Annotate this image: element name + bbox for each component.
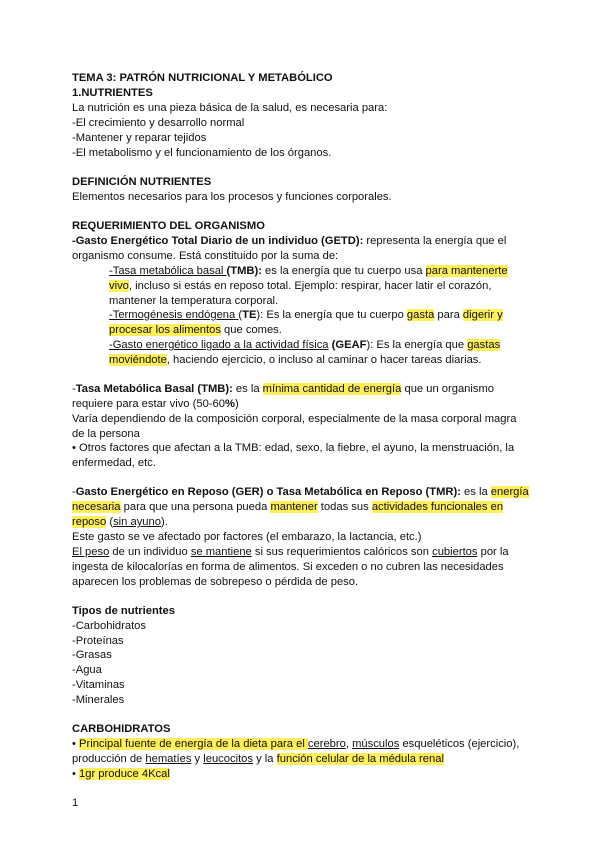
section-heading-carbohidratos: CARBOHIDRATOS [72, 723, 171, 735]
paragraph-ger: reposo (sin ayuno). [72, 516, 168, 528]
bullet-item: enfermedad, etc. [72, 457, 156, 469]
paragraph: La nutrición es una pieza básica de la salud, es necesaria para: [72, 102, 388, 114]
list-item: -El crecimiento y desarrollo normal [72, 117, 245, 129]
paragraph-tmb: -Tasa Metabólica Basal (TMB): es la mínima cantidad de energía que un organismo [72, 383, 495, 395]
paragraph-tmb: Varía dependiendo de la composición corporal, especialmente de la masa corporal magra [72, 413, 517, 425]
bullet-item: producción de hematíes y leucocitos y la función celular de la médula renal [72, 753, 444, 765]
bullet-item: • Principal fuente de energía de la dieta para el cerebro, músculos esqueléticos (ejercicio), [72, 738, 520, 750]
page-number: 1 [72, 797, 79, 809]
list-item-te: procesar los alimentos que comes. [109, 324, 282, 336]
list-item-geaf: moviéndote, haciendo ejercicio, o incluso al caminar o hacer tareas diarias. [109, 354, 482, 366]
section-heading-nutrientes: 1.NUTRIENTES [72, 87, 153, 99]
section-heading-definicion: DEFINICIÓN NUTRIENTES [72, 176, 212, 188]
paragraph-tmb: requiere para estar vivo (50-60%) [72, 398, 239, 410]
list-item-te: -Termogénesis endógena (TE): Es la energía que tu cuerpo gasta para digerir y [109, 309, 503, 321]
section-heading-tipos: Tipos de nutrientes [72, 605, 175, 617]
list-item: -Agua [72, 664, 102, 676]
section-heading-requerimiento: REQUERIMIENTO DEL ORGANISMO [72, 220, 265, 232]
bullet-item: • 1gr produce 4Kcal [72, 768, 170, 780]
paragraph-ger: necesaria para que una persona pueda mantener todas sus actividades funcionales en [72, 501, 504, 513]
list-item-tmb: -Tasa metabólica basal (TMB): es la energía que tu cuerpo usa para mantenerte [109, 265, 508, 277]
list-item-tmb: vivo, incluso si estás en reposo total. Ejemplo: respirar, hacer latir el corazón, [109, 280, 492, 292]
list-item: -Vitaminas [72, 679, 125, 691]
list-item: -Grasas [72, 649, 112, 661]
bullet-item: • Otros factores que afectan a la TMB: edad, sexo, la fiebre, el ayuno, la menstruación, la [72, 442, 515, 454]
list-item: -Carbohidratos [72, 620, 146, 632]
list-item: -Minerales [72, 694, 125, 706]
list-item-tmb: mantener la temperatura corporal. [109, 295, 279, 307]
document-title: TEMA 3: PATRÓN NUTRICIONAL Y METABÓLICO [72, 72, 333, 84]
list-item: -El metabolismo y el funcionamiento de los órganos. [72, 147, 332, 159]
list-item: -Mantener y reparar tejidos [72, 132, 207, 144]
paragraph-ger: Este gasto se ve afectado por factores (el embarazo, la lactancia, etc.) [72, 531, 422, 543]
list-item-geaf: -Gasto energético ligado a la actividad física (GEAF): Es la energía que gastas [109, 339, 501, 351]
paragraph-getd: organismo consume. Está constituido por la suma de: [72, 250, 339, 262]
paragraph: Elementos necesarios para los procesos y funciones corporales. [72, 191, 392, 203]
paragraph-peso: ingesta de kilocalorías en forma de alimentos. Si exceden o no cubren las necesidades [72, 561, 504, 573]
paragraph-ger: -Gasto Energético en Reposo (GER) o Tasa Metabólica en Reposo (TMR): es la energía [72, 486, 529, 498]
list-item: -Proteínas [72, 635, 124, 647]
paragraph-peso: El peso de un individuo se mantiene si sus requerimientos calóricos son cubiertos por la [72, 546, 509, 558]
paragraph-tmb: de la persona [72, 428, 140, 440]
paragraph-peso: aparecen los problemas de sobrepeso o pérdida de peso. [72, 576, 359, 588]
paragraph-getd: -Gasto Energético Total Diario de un individuo (GETD): representa la energía que el [72, 235, 507, 247]
